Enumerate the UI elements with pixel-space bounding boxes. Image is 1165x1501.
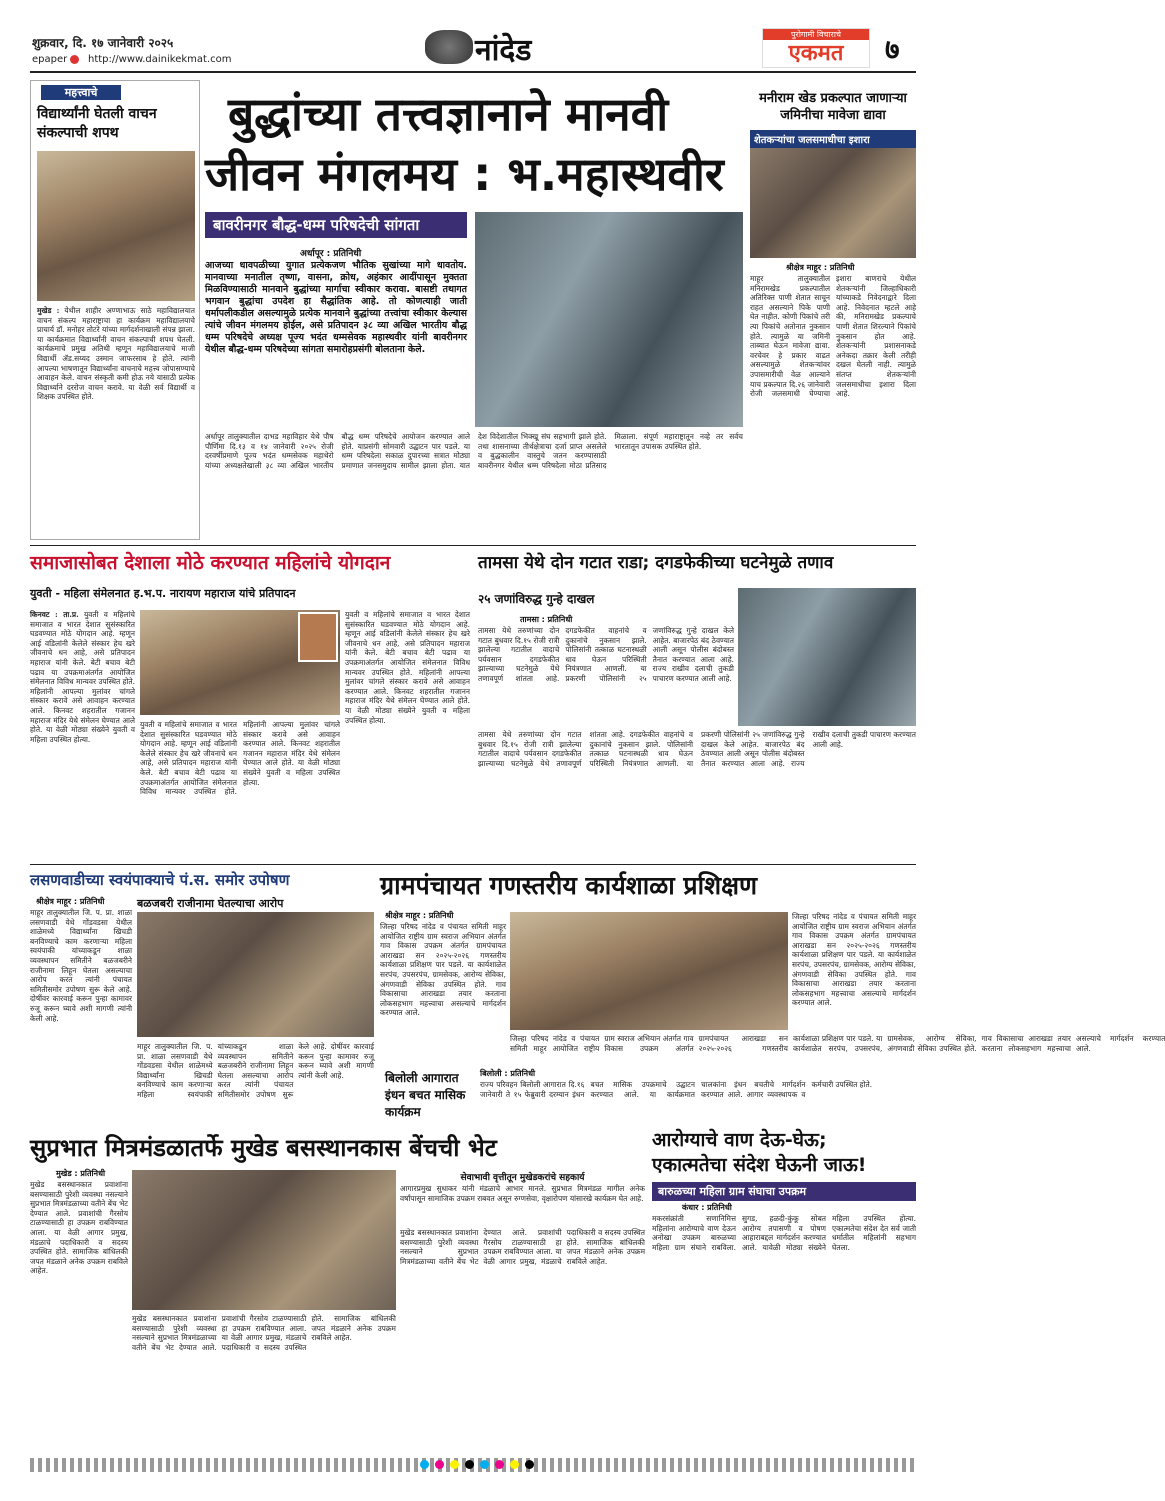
left-body: मुखेड : येथील शाहीर अण्णाभाऊ साठे महाविद्यालयात वाचन संकल्प महाराष्ट्राचा हा कार्यक्रम महाविद्यालयाचे प्राचार्य डॉ. मनोहर तोटरे यांच्या मार्गदर्शनाखाली संपन्न झाला. या कार्यक्रमात विद्यार्थ्यांनी वाचन संकल्पाची शपथ घेतली. कार्यक्रमाचे प्रमुख अतिथी म्हणून महाविद्यालयाचे माजी विद्यार्थी ॲड.सय्यद उस्मान जाफरसाब हे होते. त्यांनी आपल्या भाषणातून विद्यार्थ्यांना वाचनाचे महत्त्व जोपासण्याचे आवाहन केले. वाचन संस्कृती कमी होऊ नये यासाठी प्रत्येक विद्यार्थ्याने दररोज वाचन करावे. या वेळी सर्व विद्यार्थी व शिक्षक उपस्थित होते. xyxy=(37,306,195,402)
women-subhead: युवती - महिला संमेलनात ह.भ.प. नारायण महाराज यांचे प्रतिपादन xyxy=(30,587,296,600)
women-headline: समाजासोबत देशाला मोठे करण्यात महिलांचे योगदान xyxy=(30,552,391,574)
epaper-label: epaper xyxy=(32,54,79,65)
lead-kicker: बावरीनगर बौद्ध-धम्म परिषदेची सांगता xyxy=(205,212,467,238)
masthead-rule xyxy=(30,71,916,73)
swatch-3 xyxy=(465,1460,474,1469)
divider-1 xyxy=(30,545,916,546)
section-title: नांदेड xyxy=(475,33,532,68)
page-number: ७ xyxy=(885,33,900,66)
lead-byline: अर्धापूर : प्रतिनिधी xyxy=(300,249,362,259)
lasanwadi-byline: श्रीक्षेत्र माहूर : प्रतिनिधी xyxy=(36,897,105,906)
arogya-byline: कंधार : प्रतिनिधी xyxy=(682,1203,732,1212)
left-news-box xyxy=(30,80,200,540)
brand-name: एकमत xyxy=(788,41,844,66)
tamsa-body-top: तामसा येथे तरुणांच्या दोन गटात बुधवार दि.१५ रोजी रात्री झालेल्या गटातील वादाचे पर्यवसान दगडफेकीत झाल्याच्या घटनेमुळे येथे तणावपूर्ण शांतता आहे. दगडफेकीत वाहनांचे व दुकानांचे नुकसान झाले. पोलिसांनी तत्काळ घटनास्थळी धाव घेऊन परिस्थिती नियंत्रणात आणली. या प्रकरणी पोलिसांनी २५ जणांविरुद्ध गुन्हे दाखल केले आहेत. बाजारपेठ बंद ठेवण्यात आली असून पोलीस बंदोबस्त तैनात करण्यात आला आहे. राज्य राखीव दलाची तुकडी पाचारण करण्यात आली आहे. xyxy=(478,626,734,683)
lead-headline-line2: जीवन मंगलमय : भ.महास्थवीर xyxy=(205,147,724,201)
swatch-row xyxy=(420,1460,534,1469)
swatch-0 xyxy=(420,1460,429,1469)
suprabhat-body-col1: मुखेड बसस्थानकात प्रवाशांना बसण्यासाठी पुरेशी व्यवस्था नसल्याने सुप्रभात मित्रमंडळाच्या वतीने बेंच भेट देण्यात आले. प्रवाशांची गैरसोय टाळण्यासाठी हा उपक्रम राबविण्यात आला. या वेळी आगार प्रमुख, मंडळाचे पदाधिकारी व सदस्य उपस्थित होते. सामाजिक बांधिलकी जपत मंडळाने अनेक उपक्रम राबविले आहेत. xyxy=(30,1180,128,1276)
suprabhat-body-col3: मुखेड बसस्थानकात प्रवाशांना बसण्यासाठी पुरेशी व्यवस्था नसल्याने सुप्रभात मित्रमंडळाच्या वतीने बेंच भेट देण्यात आले. प्रवाशांची गैरसोय टाळण्यासाठी हा उपक्रम राबविण्यात आला. या वेळी आगार प्रमुख, मंडळाचे पदाधिकारी व सदस्य उपस्थित होते. सामाजिक बांधिलकी जपत मंडळाने अनेक उपक्रम राबविले आहेत. xyxy=(400,1228,645,1266)
lasanwadi-body-col2: माहूर तालुक्यातील जि. प. प्रा. शाळा लसणवाडी येथे गोंडवडसा येथील शाळेमध्ये विद्यार्थ्यांना खिचडी बनविण्याचे काम करणाऱ्या महिला स्वयंपाकी यांच्याकडून शाळा व्यवस्थापन समितीने बळजबरीने राजीनामा लिहून घेतला असल्याचा आरोप करत त्यांनी पंचायत समितीसमोर उपोषण सुरू केले आहे. दोषींवर कारवाई करून पुन्हा कामावर रुजू करून घ्यावे अशी मागणी त्यांनी केली आहे. xyxy=(137,1042,374,1099)
suprabhat-photo xyxy=(132,1170,396,1310)
brand-logo xyxy=(762,28,870,68)
women-body-col3: युवती व महिलांचे समाजात व भारत देशात सुसंस्कारित घडवण्यात मोठे योगदान आहे. म्हणून आई वडिलांनी केलेले संस्कार हेच खरे जीवनाचे धन आहे, असे प्रतिपादन महाराज यांनी केले. बेटी बचाव बेटी पढाव या उपक्रमाअंतर्गत आयोजित संमेलनात विविध मान्यवर उपस्थित होते. महिलांनी आपल्या मुलांवर चांगले संस्कार करावे असे आवाहन करण्यात आले. किनवट शहरातील गजानन महाराज मंदिर येथे संमेलन घेण्यात आले होते. या वेळी मोठ्या संख्येने युवती व महिला उपस्थित होत्या. xyxy=(345,610,470,725)
suprabhat-headline: सुप्रभात मित्रमंडळातर्फे मुखेड बसस्थानकास बेंचची भेट xyxy=(30,1134,497,1162)
swatch-5 xyxy=(495,1460,504,1469)
lead-body: अर्धापूर तालुक्यातील दाभड महाविहार येथे पौष पौर्णिमा दि.१३ व १४ जानेवारी २०२५ रोजी दरवर्षीप्रमाणे पूज्य भदंत धम्मसेवक महाथेरो यांच्या अध्यक्षतेखाली ३८ व्या अखिल भारतीय बौद्ध धम्म परिषदेचे आयोजन करण्यात आले होते. याप्रसंगी सोमवारी उद्घाटन पार पडले. या धम्म परिषदेला सकाळ दुपारच्या सत्रात मोठ्या प्रमाणात जनसमुदाय सामील झाला होता. यात देश विदेशातील भिक्खू संघ सहभागी झाले होते. तथा शासनाच्या तीर्थक्षेत्राचा दर्जा प्राप्त असलेले व बुद्धकालीन वास्तुचे जतन करण्यासाठी बावरीनगर येथील धम्म परिषदेला मोठा प्रतिसाद मिळाला. संपूर्ण महाराष्ट्रातून नव्हे तर सर्वच भारतातून उपासक उपस्थित होते. xyxy=(205,432,743,470)
swatch-6 xyxy=(510,1460,519,1469)
women-body-col1: किनवट : ता.प्र. युवती व महिलांचे समाजात व भारत देशात सुसंस्कारित घडवण्यात मोठे योगदान आहे. म्हणून आई वडिलांनी केलेले संस्कार हेच खरे जीवनाचे धन आहे, असे प्रतिपादन महाराज यांनी केले. बेटी बचाव बेटी पढाव या उपक्रमाअंतर्गत आयोजित संमेलनात विविध मान्यवर उपस्थित होते. महिलांनी आपल्या मुलांवर चांगले संस्कार करावे असे आवाहन करण्यात आले. किनवट शहरातील गजानन महाराज मंदिर येथे संमेलन घेण्यात आले होते. या वेळी मोठ्या संख्येने युवती व महिला उपस्थित होत्या. xyxy=(30,610,135,744)
women-body-col2: युवती व महिलांचे समाजात व भारत देशात सुसंस्कारित घडवण्यात मोठे योगदान आहे. म्हणून आई वडिलांनी केलेले संस्कार हेच खरे जीवनाचे धन आहे, असे प्रतिपादन महाराज यांनी केले. बेटी बचाव बेटी पढाव या उपक्रमाअंतर्गत आयोजित संमेलनात विविध मान्यवर उपस्थित होते. महिलांनी आपल्या मुलांवर चांगले संस्कार करावे असे आवाहन करण्यात आले. किनवट शहरातील गजानन महाराज मंदिर येथे संमेलन घेण्यात आले होते. या वेळी मोठ्या संख्येने युवती व महिला उपस्थित होत्या. xyxy=(140,720,340,797)
globe-icon xyxy=(70,55,79,64)
tamsa-headline: तामसा येथे दोन गटात राडा; दगडफेकीच्या घटनेमुळे तणाव xyxy=(478,553,834,573)
lasanwadi-subhead: बळजबरी राजीनामा घेतल्याचा आरोप xyxy=(137,897,284,910)
right-headline: मनीराम खेड प्रकल्पात जाणाऱ्या जमिनीचा मावेजा द्यावा xyxy=(759,91,907,123)
women-portrait xyxy=(298,612,338,662)
lasanwadi-headline: लसणवाडीच्या स्वयंपाक्याचे पं.स. समोर उपोषण xyxy=(30,871,290,889)
arogya-kicker: बारुळच्या महिला ग्राम संघाचा उपक्रम xyxy=(652,1182,916,1201)
biloli-body: राज्य परिवहन बिलोली आगारात दि.१६ जानेवारी ते १५ फेब्रुवारी दरम्यान इंधन बचत मासिक उपक्रमाचे उद्घाटन करण्यात आले. या कार्यक्रमात चालकांना इंधन बचतीचे मार्गदर्शन करण्यात आले. आगार व्यवस्थापक व कर्मचारी उपस्थित होते. xyxy=(480,1080,873,1099)
left-photo xyxy=(37,151,195,301)
section-emblem-icon xyxy=(425,30,473,64)
suprabhat-byline: मुखेड : प्रतिनिधी xyxy=(56,1169,106,1178)
workshop-body-col1: जिल्हा परिषद नांदेड व पंचायत समिती माहूर आयोजित राष्ट्रीय ग्राम स्वराज अभियान अंतर्गत गाव विकास उपक्रम अंतर्गत ग्रामपंचायत आराखडा सन २०२५-२०२६ गणस्तरीय कार्यशाळा प्रशिक्षण पार पडले. या कार्यशाळेत सरपंच, उपसरपंच, ग्रामसेवक, आरोग्य सेविका, अंगणवाडी सेविका उपस्थित होते. गाव विकासाचा आराखडा तयार करताना लोकसहभाग महत्त्वाचा असल्याचे मार्गदर्शन करण्यात आले. xyxy=(380,922,506,1018)
biloli-box-label: बिलोली आगारात इंधन बचत मासिक कार्यक्रम xyxy=(385,1071,466,1119)
suprabhat-box-body: आगारप्रमुख सुधाकर यांनी मंडळाचे आभार मानले. सुप्रभात मित्रमंडळ मागील अनेक वर्षांपासून सामाजिक उपक्रम राबवत असून रुग्णसेवा, वृक्षारोपण यांसारखे कार्यक्रम घेत आहे. xyxy=(400,1184,645,1203)
arogya-headline-line2: एकात्मतेचा संदेश घेऊनी जाऊ! xyxy=(652,1154,867,1176)
right-kicker: शेतकऱ्यांचा जलसमाधीचा इशारा xyxy=(750,130,916,148)
suprabhat-box-title: सेवाभावी वृत्तीतून मुखेडकरांचे सहकार्य xyxy=(460,1173,585,1183)
left-tag: महत्त्वाचे xyxy=(41,85,121,100)
right-body: माहूर तालुक्यातील मनिरामखेड प्रकल्पातील अतिरिक्त पाणी शेतात साचून राहत असल्याने पिके पाणी घेत नाहीत. कोणी पिकांचे तरी त्या पिकांचे अतोनात नुकसान होते. त्यामुळे या जमिनी ताब्यात घेऊन मावेजा द्यावा. वरचेवर हे प्रकार वाढत असल्यामुळे शेतकऱ्यांवर उपासमारीची वेळ आल्याने याच प्रकल्पात दि.२६ जानेवारी रोजी जलसमाधी घेण्याचा इशारा बाणराचे येथील शेतकऱ्यांनी जिल्हाधिकारी यांच्याकडे निवेदनाद्वारे दिला आहे. निवेदनात म्हटले आहे की, मनिरामखेड प्रकल्पाचे पाणी शेतात शिरल्याने पिकांचे नुकसान होत आहे. शेतकऱ्यांनी प्रशासनाकडे अनेकदा तक्रार केली तरीही दखल घेतली नाही. त्यामुळे संतप्त शेतकऱ्यांनी जलसमाधीचा इशारा दिला आहे. xyxy=(750,274,916,399)
lasanwadi-photo xyxy=(137,912,374,1037)
lead-headline-line1: बुद्धांच्या तत्त्वज्ञानाने मानवी xyxy=(228,87,669,141)
epaper-link[interactable]: http://www.dainikekmat.com xyxy=(88,54,232,65)
lasanwadi-body-col1: माहूर तालुक्यातील जि. प. प्रा. शाळा लसणवाडी येथे गोंडवडसा येथील शाळेमध्ये विद्यार्थ्यांना खिचडी बनविण्याचे काम करणाऱ्या महिला स्वयंपाकी यांच्याकडून शाळा व्यवस्थापन समितीने बळजबरीने राजीनामा लिहून घेतला असल्याचा आरोप करत त्यांनी पंचायत समितीसमोर उपोषण सुरू केले आहे. दोषींवर कारवाई करून पुन्हा कामावर रुजू करून घ्यावे अशी मागणी त्यांनी केली आहे. xyxy=(30,908,132,1023)
tamsa-byline: तामसा : प्रतिनिधी xyxy=(520,615,573,624)
masthead-date: शुक्रवार, दि. १७ जानेवारी २०२५ xyxy=(32,36,174,50)
arogya-body: मकरसंक्रांती सणानिमित्त महिलांना आरोग्याचे वाण देऊन अनोखा उपक्रम बारुळच्या महिला ग्राम संघाने राबविला. सुगड, हळदी-कुंकू सोबत आरोग्य तपासणी व पोषण आहाराबद्दल मार्गदर्शन करण्यात आले. यावेळी मोठ्या संख्येने महिला उपस्थित होत्या. एकात्मतेचा संदेश देत सर्व जाती धर्मातील महिलांनी सहभाग घेतला. xyxy=(652,1214,916,1252)
swatch-1 xyxy=(435,1460,444,1469)
workshop-body-mid: जिल्हा परिषद नांदेड व पंचायत समिती माहूर आयोजित राष्ट्रीय ग्राम स्वराज अभियान अंतर्गत गाव विकास उपक्रम अंतर्गत ग्रामपंचायत आराखडा सन २०२५-२०२६ गणस्तरीय कार्यशाळा प्रशिक्षण पार पडले. या कार्यशाळेत सरपंच, उपसरपंच, ग्रामसेवक, आरोग्य सेविका, अंगणवाडी सेविका उपस्थित होते. गाव विकासाचा आराखडा तयार करताना लोकसहभाग महत्त्वाचा असल्याचे मार्गदर्शन करण्यात आले. xyxy=(510,1034,1165,1053)
workshop-photo xyxy=(510,912,788,1030)
lead-photo xyxy=(475,212,743,427)
tamsa-subhead: २५ जणांविरुद्ध गुन्हे दाखल xyxy=(478,592,595,606)
masthead xyxy=(0,0,945,78)
workshop-headline: ग्रामपंचायत गणस्तरीय कार्यशाळा प्रशिक्षण xyxy=(380,871,758,900)
lead-intro: आजच्या धावपळीच्या युगात प्रत्येकजण भौतिक सुखांच्या मागे धावतोय. मानवाच्या मनातील तृष्णा, वासना, क्रोध, अहंकार आदींपासून मुक्तता मिळविण्यासाठी मानवाने बुद्धांच्या मार्गाचा स्वीकार करावा. बासष्टी तथागत भगवान बुद्धांचा उपदेश हा सैद्धांतिक आहे. तो कोणत्याही जाती धर्मापलीकडील असल्यामुळे प्रत्येक मानवाने बुद्धांच्या तत्त्वांचा स्वीकार केल्यास त्यांचे जीवन मंगलमय होईल, असे प्रतिपादन ३८ व्या अखिल भारतीय बौद्ध धम्म परिषदेचे अध्यक्ष पूज्य भदंत धम्मसेवक महास्थवीर यांनी बावरीनगर येथील बौद्ध-धम्म परिषदेच्या सांगता समारोहप्रसंगी बोलताना केले. xyxy=(205,260,467,355)
brand-tagline: पुरोगामी विचाराचे xyxy=(763,29,869,40)
right-byline: श्रीक्षेत्र माहूर : प्रतिनिधी xyxy=(786,263,855,272)
arogya-headline-line1: आरोग्याचे वाण देऊ-घेऊ; xyxy=(652,1129,827,1151)
suprabhat-body-col2: मुखेड बसस्थानकात प्रवाशांना बसण्यासाठी पुरेशी व्यवस्था नसल्याने सुप्रभात मित्रमंडळाच्या वतीने बेंच भेट देण्यात आले. प्रवाशांची गैरसोय टाळण्यासाठी हा उपक्रम राबविण्यात आला. या वेळी आगार प्रमुख, मंडळाचे पदाधिकारी व सदस्य उपस्थित होते. सामाजिक बांधिलकी जपत मंडळाने अनेक उपक्रम राबविले आहेत. xyxy=(132,1314,396,1352)
swatch-2 xyxy=(450,1460,459,1469)
tamsa-body-bottom: तामसा येथे तरुणांच्या दोन गटात बुधवार दि.१५ रोजी रात्री झालेल्या गटातील वादाचे पर्यवसान दगडफेकीत झाल्याच्या घटनेमुळे येथे तणावपूर्ण शांतता आहे. दगडफेकीत वाहनांचे व दुकानांचे नुकसान झाले. पोलिसांनी तत्काळ घटनास्थळी धाव घेऊन परिस्थिती नियंत्रणात आणली. या प्रकरणी पोलिसांनी २५ जणांविरुद्ध गुन्हे दाखल केले आहेत. बाजारपेठ बंद ठेवण्यात आली असून पोलीस बंदोबस्त तैनात करण्यात आला आहे. राज्य राखीव दलाची तुकडी पाचारण करण्यात आली आहे. xyxy=(478,730,916,768)
biloli-byline: बिलोली : प्रतिनिधी xyxy=(480,1069,536,1078)
workshop-body-right: जिल्हा परिषद नांदेड व पंचायत समिती माहूर आयोजित राष्ट्रीय ग्राम स्वराज अभियान अंतर्गत गाव विकास उपक्रम अंतर्गत ग्रामपंचायत आराखडा सन २०२५-२०२६ गणस्तरीय कार्यशाळा प्रशिक्षण पार पडले. या कार्यशाळेत सरपंच, उपसरपंच, ग्रामसेवक, आरोग्य सेविका, अंगणवाडी सेविका उपस्थित होते. गाव विकासाचा आराखडा तयार करताना लोकसहभाग महत्त्वाचा असल्याचे मार्गदर्शन करण्यात आले. xyxy=(792,912,916,1008)
right-photo xyxy=(750,148,916,258)
workshop-byline: श्रीक्षेत्र माहूर : प्रतिनिधी xyxy=(385,911,454,920)
swatch-7 xyxy=(525,1460,534,1469)
divider-2 xyxy=(30,864,916,865)
swatch-4 xyxy=(480,1460,489,1469)
left-headline: विद्यार्थ्यांनी घेतली वाचन संकल्पाची शपथ xyxy=(37,106,157,141)
tamsa-photo xyxy=(738,588,916,726)
